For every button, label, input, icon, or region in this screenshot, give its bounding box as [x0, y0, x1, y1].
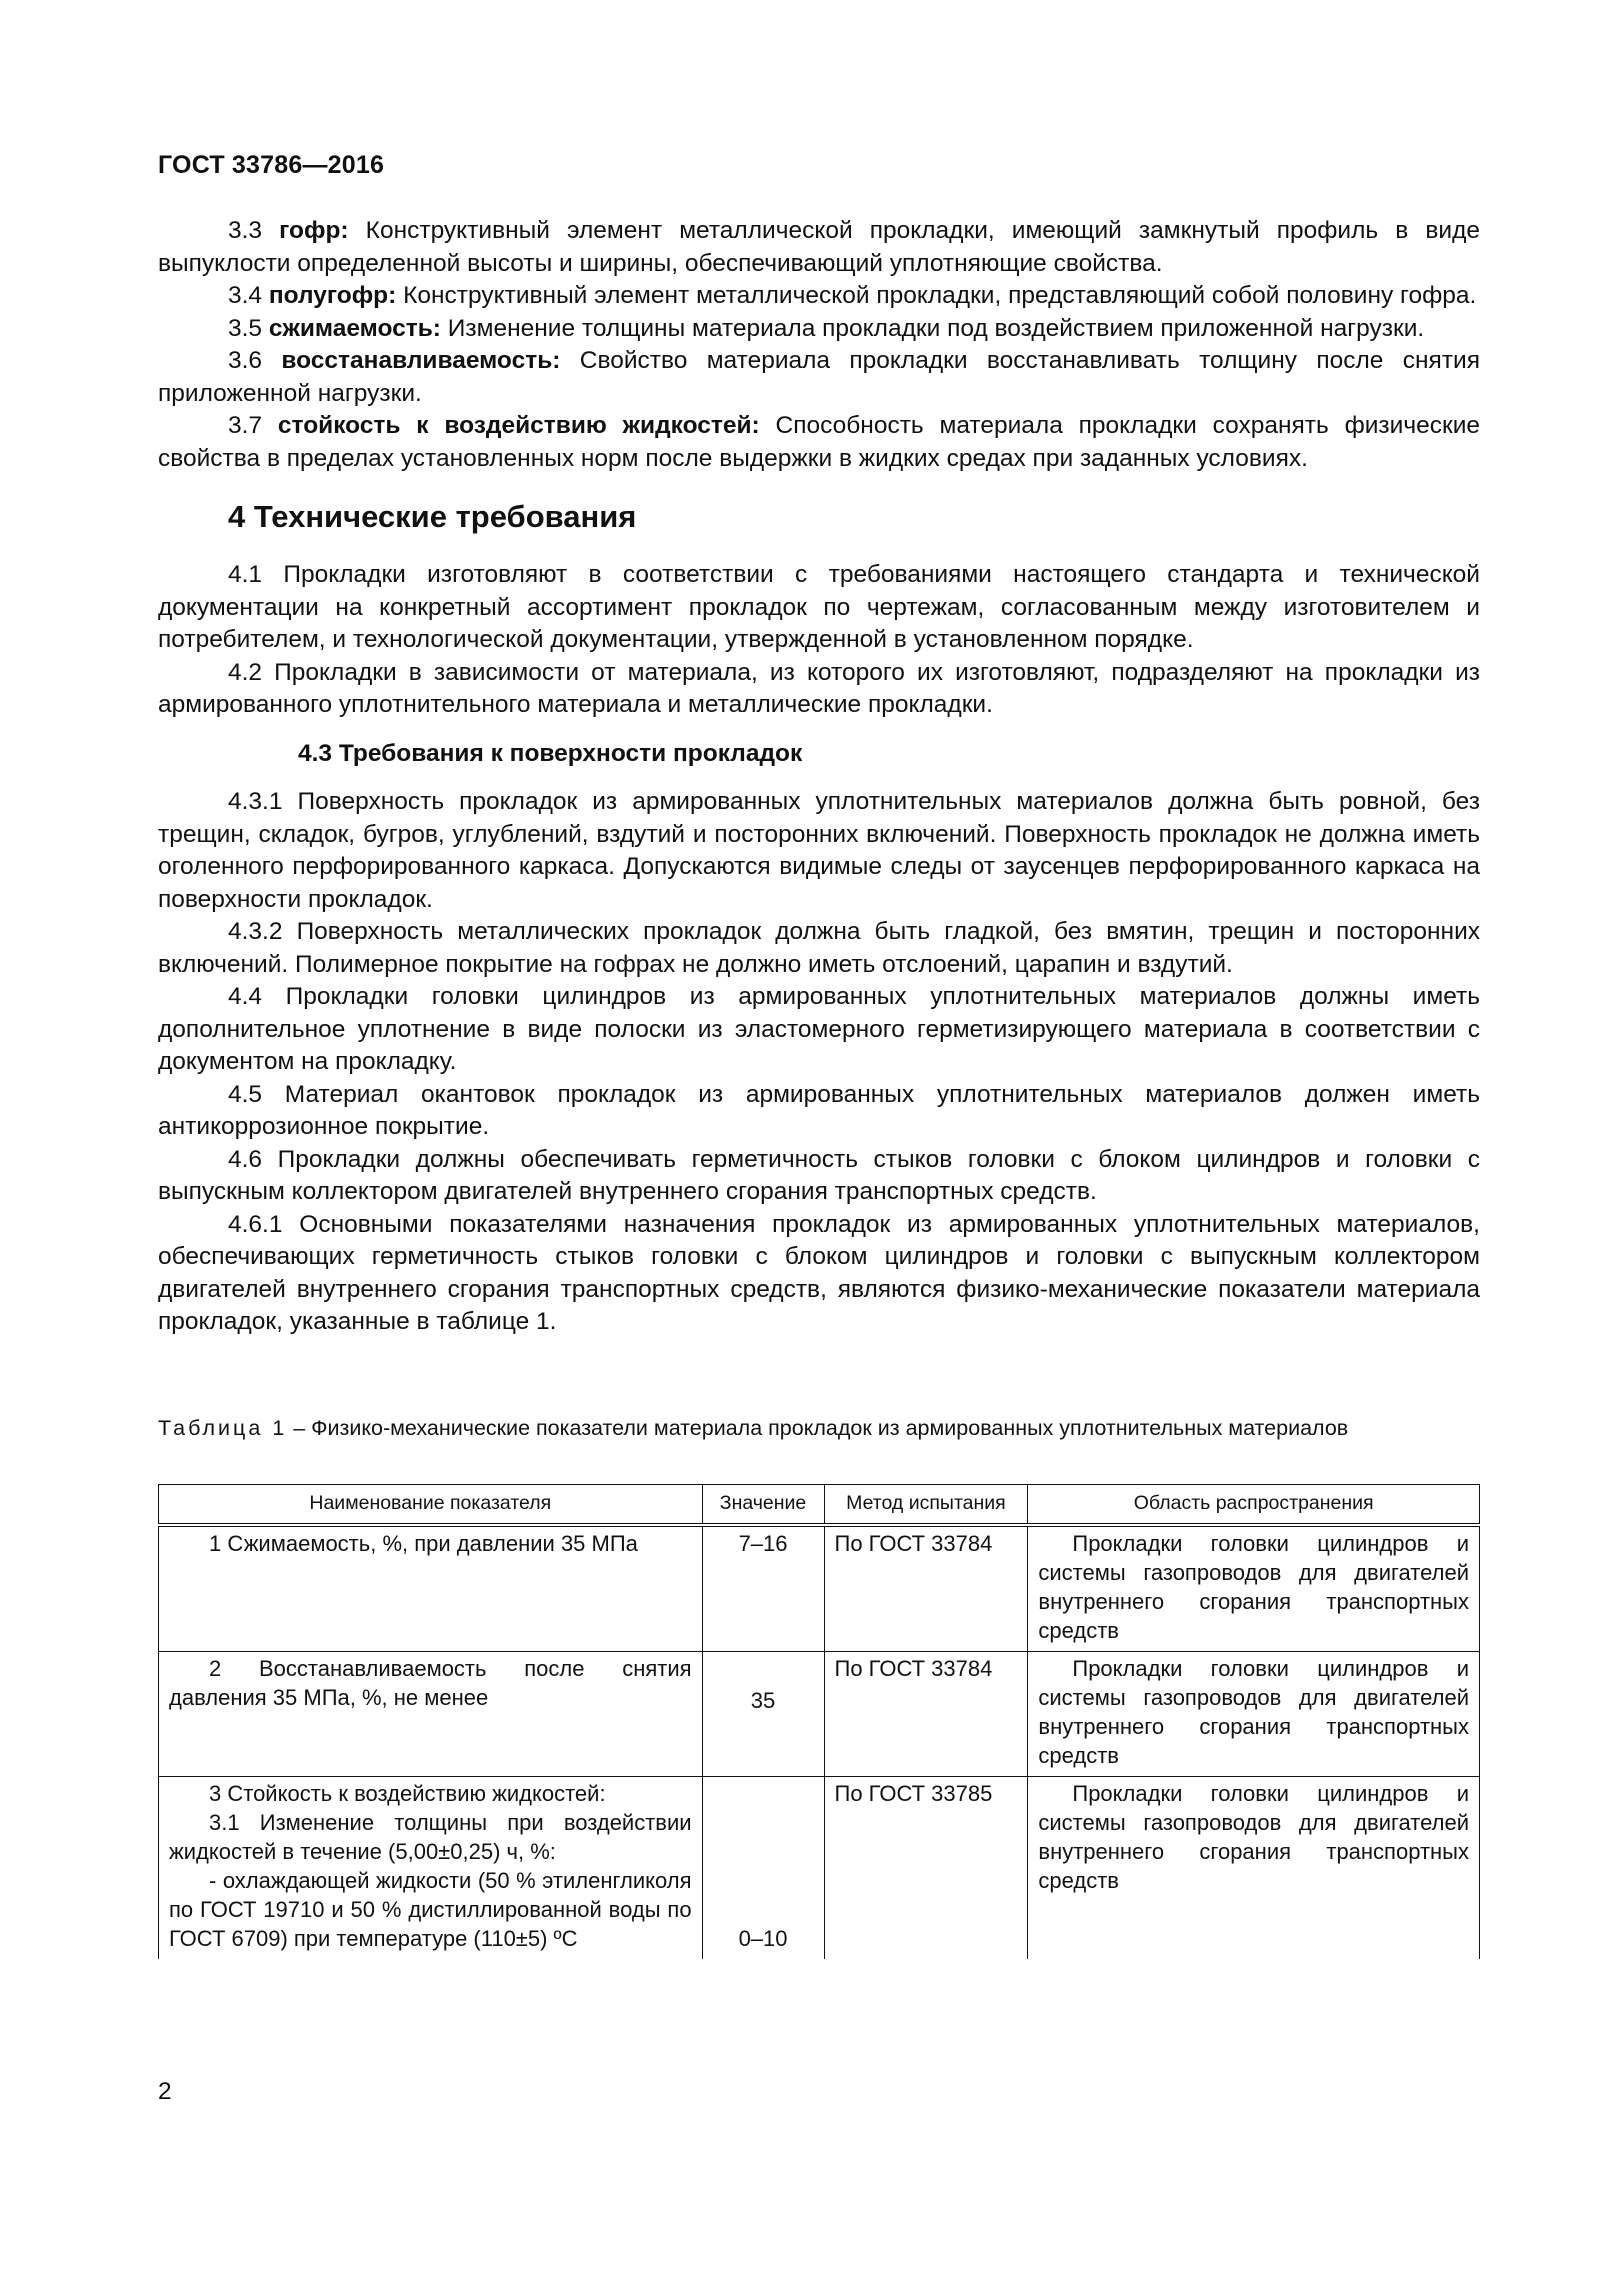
paragraph-4-1: 4.1 Прокладки изготовляют в соответствии с требованиями настоящего стандарта и технической документации на конкретный ассортимент прокладок по чертежам, согласованным между изготовителем и потребителем, и технологической документации, утвержденной в установленном порядке.: [158, 561, 1480, 653]
cell-test-method: По ГОСТ 33784: [824, 1652, 1028, 1777]
header-test-method: Метод испытания: [824, 1485, 1028, 1526]
table-header-row: [159, 1485, 1480, 1526]
definition-3-3: 3.3 гофр: Конструктивный элемент металлической прокладки, имеющий замкнутый профиль в виде выпуклости определенной высоты и ширины, обеспечивающий уплотняющие свойства.: [158, 217, 1480, 277]
paragraph-4-4: 4.4 Прокладки головки цилиндров из армированных уплотнительных материалов должны иметь дополнительное уплотнение в виде полоски из эластомерного герметизирующего материала в соответствии с документом на прокладку.: [158, 983, 1480, 1075]
cell-value: 35: [702, 1652, 824, 1777]
document-code: ГОСТ 33786—2016: [158, 151, 385, 179]
body-text: [158, 215, 1480, 1339]
header-value: Значение: [702, 1485, 824, 1526]
definition-3-4: 3.4 полугофр: Конструктивный элемент металлической прокладки, представляющий собой половину гофра.: [228, 282, 1477, 309]
definition-3-5: 3.5 сжимаемость: Изменение толщины материала прокладки под воздействием приложенной нагрузки.: [228, 314, 1425, 342]
subsection-4-3-heading: 4.3 Требования к поверхности прокладок: [298, 739, 803, 767]
paragraph-4-5: 4.5 Материал окантовок прокладок из армированных уплотнительных материалов должен иметь антикоррозионное покрытие.: [158, 1080, 1480, 1140]
header-indicator-name: Наименование показателя: [159, 1485, 703, 1526]
cell-indicator-name: 2 Восстанавливаемость после снятия давления 35 МПа, %, не менее: [159, 1652, 703, 1777]
cell-scope: Прокладки головки цилиндров и системы газопроводов для двигателей внутреннего сгорания транспортных средств: [1028, 1777, 1480, 1960]
paragraph-4-6: 4.6 Прокладки должны обеспечивать герметичность стыков головки с блоком цилиндров и головки с выпускным коллектором двигателей внутреннего сгорания транспортных средств.: [158, 1145, 1480, 1205]
page-number: 2: [158, 2078, 172, 2105]
cell-value: 0–10: [702, 1777, 824, 1960]
table-row: [159, 1525, 1480, 1652]
paragraph-4-2: 4.2 Прокладки в зависимости от материала, из которого их изготовляют, подразделяют на прокладки из армированного уплотнительного материала и металлические прокладки.: [158, 658, 1480, 718]
table-caption: Таблица 1 – Физико-механические показатели материала прокладок из армированных уплотнительных материалов: [158, 1416, 1349, 1440]
header-scope: Область распространения: [1028, 1485, 1480, 1526]
cell-test-method: По ГОСТ 33784: [824, 1525, 1028, 1652]
cell-indicator-name: 1 Сжимаемость, %, при давлении 35 МПа: [159, 1525, 703, 1652]
paragraph-4-6-1: 4.6.1 Основными показателями назначения прокладок из армированных уплотнительных материалов, обеспечивающих герметичность стыков головки с блоком цилиндров и головки с выпускным коллектором двигателей внутреннего сгорания транспортных средств, являются физико-механические показатели материала прокладок, указанные в таблице 1.: [158, 1210, 1480, 1335]
definition-3-6: 3.6 восстанавливаемость: Свойство материала прокладки восстанавливать толщину после снятия приложенной нагрузки.: [158, 347, 1480, 407]
cell-test-method: По ГОСТ 33785: [824, 1777, 1028, 1960]
table-row: [159, 1652, 1480, 1777]
cell-scope: Прокладки головки цилиндров и системы газопроводов для двигателей внутреннего сгорания транспортных средств: [1028, 1652, 1480, 1777]
cell-value: 7–16: [702, 1525, 824, 1652]
paragraph-4-3-2: 4.3.2 Поверхность металлических прокладок должна быть гладкой, без вмятин, трещин и посторонних включений. Полимерное покрытие на гофрах не должно иметь отслоений, царапин и вздутий.: [158, 918, 1480, 978]
cell-scope: Прокладки головки цилиндров и системы газопроводов для двигателей внутреннего сгорания транспортных средств: [1028, 1525, 1480, 1652]
section-4-heading: 4 Технические требования: [228, 499, 637, 534]
paragraph-4-3-1: 4.3.1 Поверхность прокладок из армированных уплотнительных материалов должна быть ровной, без трещин, складок, бугров, углублений, вздутий и посторонних включений. Поверхность прокладок не должна иметь оголенного перфорированного каркаса. Допускаются видимые следы от заусенцев перфорированного каркаса на поверхности прокладок.: [158, 788, 1480, 913]
cell-indicator-name: 3 Стойкость к воздействию жидкостей: 3.1 Изменение толщины при воздействии жидкостей в течение (5,00±0,25) ч, %: - охлаждающей жидкости (50 % этиленгликоля по ГОСТ 19710 и 50 % дистиллированной воды по ГОСТ 6709) при температуре (110±5) ºС: [159, 1777, 703, 1960]
table-1: [158, 1484, 1480, 1959]
definition-3-7: 3.7 стойкость к воздействию жидкостей: Способность материала прокладки сохранять физические свойства в пределах установленных норм после выдержки в жидких средах при заданных условиях.: [158, 412, 1481, 472]
table-row: [159, 1777, 1480, 1960]
